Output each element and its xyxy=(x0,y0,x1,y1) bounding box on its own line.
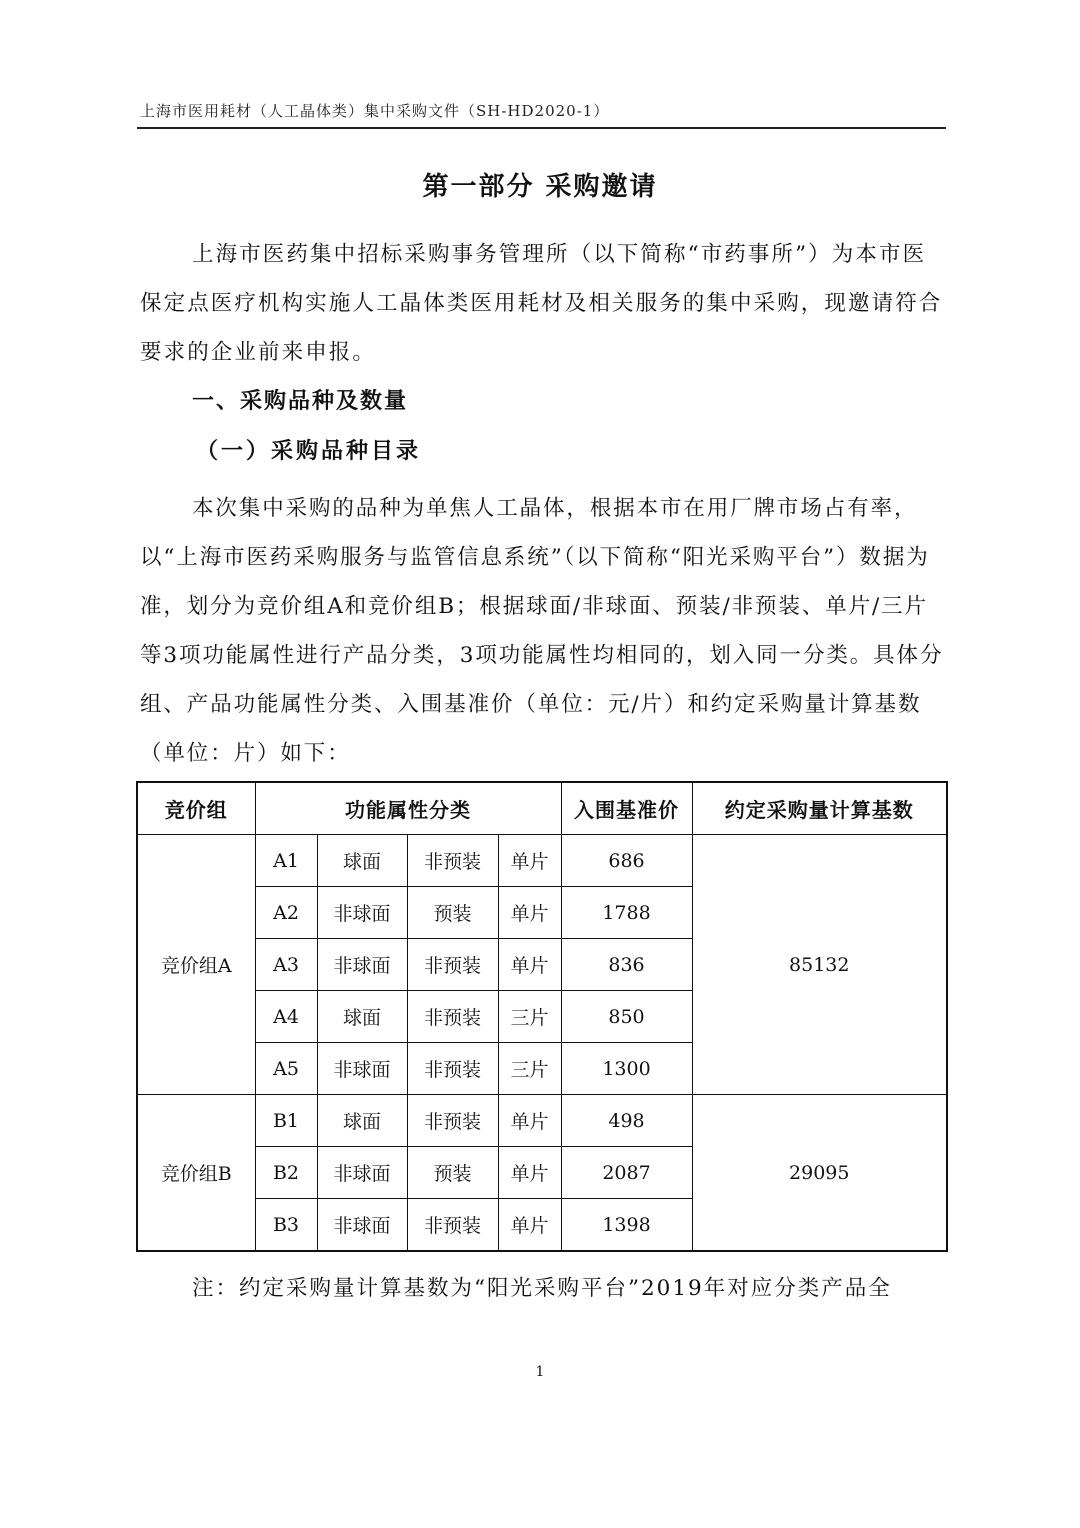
header-price: 入围基准价 xyxy=(561,782,692,835)
preload-cell: 非预装 xyxy=(407,1095,498,1147)
code-cell: A2 xyxy=(255,887,317,939)
code-cell: A4 xyxy=(255,991,317,1043)
code-cell: B1 xyxy=(255,1095,317,1147)
intro-paragraph: 上海市医药集中招标采购事务管理所（以下简称“市药事所”）为本市医保定点医疗机构实施人工晶体类医用耗材及相关服务的集中采购，现邀请符合要求的企业前来申报。 xyxy=(140,242,943,365)
base-cell: 29095 xyxy=(692,1095,947,1252)
header-group: 竞价组 xyxy=(137,782,255,835)
header-base: 约定采购量计算基数 xyxy=(692,782,947,835)
body-paragraph: 本次集中采购的品种为单焦人工晶体，根据本市在用厂牌市场占有率，以“上海市医药采购服务与监管信息系统”（以下简称“阳光采购平台”）数据为准，划分为竞价组A和竞价组B；根据球面/非球面、预装/非预装、单片/三片等3项功能属性进行产品分类，3项功能属性均相同的，划入同一分类。具体分组、产品功能属性分类、入围基准价（单位：元/片）和约定采购量计算基数（单位：片）如下： xyxy=(140,496,944,766)
preload-cell: 非预装 xyxy=(407,1199,498,1252)
group-cell: 竞价组A xyxy=(137,835,255,1095)
surface-cell: 非球面 xyxy=(317,887,407,939)
subsection-heading: （一）采购品种目录 xyxy=(196,439,422,464)
table-header-row xyxy=(137,782,947,835)
surface-cell: 非球面 xyxy=(317,939,407,991)
running-header: 上海市医用耗材（人工晶体类）集中采购文件（SH-HD2020-1） xyxy=(140,102,610,120)
code-cell: A3 xyxy=(255,939,317,991)
price-cell: 1788 xyxy=(561,887,692,939)
price-cell: 686 xyxy=(561,835,692,887)
preload-cell: 非预装 xyxy=(407,991,498,1043)
piece-cell: 单片 xyxy=(498,939,561,991)
preload-cell: 非预装 xyxy=(407,939,498,991)
piece-cell: 单片 xyxy=(498,1199,561,1252)
price-cell: 1398 xyxy=(561,1199,692,1252)
piece-cell: 单片 xyxy=(498,1095,561,1147)
piece-cell: 三片 xyxy=(498,1043,561,1095)
table-row xyxy=(137,1095,947,1147)
code-cell: B3 xyxy=(255,1199,317,1252)
code-cell: B2 xyxy=(255,1147,317,1199)
surface-cell: 非球面 xyxy=(317,1147,407,1199)
page-number: 1 xyxy=(535,1364,545,1380)
header-divider xyxy=(137,127,946,129)
price-cell: 2087 xyxy=(561,1147,692,1199)
surface-cell: 非球面 xyxy=(317,1199,407,1252)
piece-cell: 单片 xyxy=(498,887,561,939)
price-cell: 850 xyxy=(561,991,692,1043)
section-heading: 一、采购品种及数量 xyxy=(192,389,409,414)
piece-cell: 三片 xyxy=(498,991,561,1043)
surface-cell: 球面 xyxy=(317,835,407,887)
base-cell: 85132 xyxy=(692,835,947,1095)
preload-cell: 非预装 xyxy=(407,1043,498,1095)
surface-cell: 非球面 xyxy=(317,1043,407,1095)
price-cell: 498 xyxy=(561,1095,692,1147)
table-note: 注：约定采购量计算基数为“阳光采购平台”2019年对应分类产品全 xyxy=(192,1276,892,1301)
piece-cell: 单片 xyxy=(498,835,561,887)
preload-cell: 预装 xyxy=(407,887,498,939)
surface-cell: 球面 xyxy=(317,1095,407,1147)
price-cell: 836 xyxy=(561,939,692,991)
group-cell: 竞价组B xyxy=(137,1095,255,1252)
table-row xyxy=(137,835,947,887)
price-cell: 1300 xyxy=(561,1043,692,1095)
header-attributes: 功能属性分类 xyxy=(255,782,561,835)
page-title: 第一部分 采购邀请 xyxy=(422,172,658,202)
procurement-table xyxy=(136,781,948,1252)
piece-cell: 单片 xyxy=(498,1147,561,1199)
preload-cell: 非预装 xyxy=(407,835,498,887)
preload-cell: 预装 xyxy=(407,1147,498,1199)
surface-cell: 球面 xyxy=(317,991,407,1043)
code-cell: A5 xyxy=(255,1043,317,1095)
code-cell: A1 xyxy=(255,835,317,887)
